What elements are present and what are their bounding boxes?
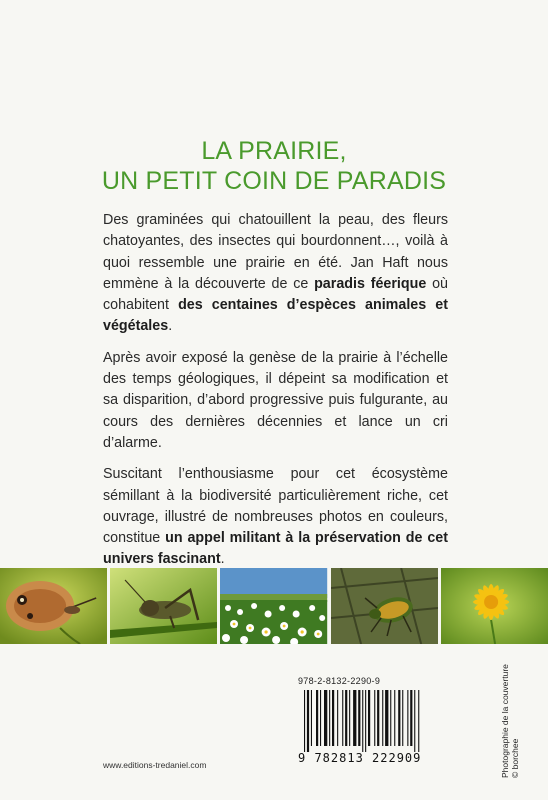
daisy-meadow-photo — [220, 568, 327, 644]
photo-credit — [500, 660, 548, 778]
paragraph-1-text-a: Des graminées qui chatouillent la peau, des fleurs chatoyantes, des insectes qui bourdonnent…, voilà à quoi ressemble une prairie en été. Jan Haft nous emmène à la découverte de ce — [103, 212, 448, 292]
barcode-bar — [320, 690, 321, 746]
barcode-bar — [418, 690, 419, 752]
barcode-bar — [410, 690, 412, 746]
grasshopper-photo — [110, 568, 217, 644]
barcode-bar — [377, 690, 379, 746]
barcode-bar — [304, 690, 305, 752]
barcode-bar — [358, 690, 360, 746]
paragraph-1-bold-a: paradis féerique — [314, 275, 427, 292]
barcode — [298, 690, 446, 752]
book-title — [0, 136, 548, 196]
barcode-bar — [365, 690, 366, 752]
paragraph-3 — [103, 464, 448, 570]
barcode-bar — [311, 690, 312, 746]
title-line-2: UN PETIT COIN DE PARADIS — [101, 167, 447, 195]
barcode-bar — [353, 690, 356, 746]
paragraph-1 — [103, 210, 448, 338]
photo-strip — [0, 568, 548, 644]
barcode-bar — [332, 690, 334, 746]
barcode-bar — [414, 690, 415, 752]
barcode-bar — [374, 690, 375, 746]
paragraph-1-text-c: . — [168, 318, 173, 335]
description — [103, 210, 448, 581]
butterfly-photo — [0, 568, 107, 644]
barcode-bar — [342, 690, 343, 746]
barcode-bar — [385, 690, 388, 746]
barcode-bar — [368, 690, 370, 746]
publisher-website: www.editions-tredaniel.com — [103, 760, 207, 770]
barcode-bar — [324, 690, 327, 746]
barcode-bar — [407, 690, 408, 746]
barcode-bar — [390, 690, 391, 746]
paragraph-3-text-b: . — [220, 551, 225, 568]
barcode-bar — [362, 690, 363, 752]
barcode-bar — [382, 690, 383, 746]
barcode-bar — [394, 690, 395, 746]
isbn-block — [298, 676, 446, 765]
barcode-bar — [316, 690, 318, 746]
barcode-bar — [329, 690, 330, 746]
dandelion-photo — [441, 568, 548, 644]
photo-credit-line-1: Photographie de la couverture — [500, 664, 510, 778]
isbn-number: 978-2-8132-2290-9 — [298, 676, 381, 686]
paragraph-1-bold-b: des centaines d’espèces animales et végétales — [103, 297, 448, 335]
photo-credit-line-2: © borchee — [510, 738, 520, 778]
barcode-digits: 9 782813 222909 — [298, 751, 422, 765]
barcode-bar — [307, 690, 309, 752]
title-line-1: LA PRAIRIE, — [201, 137, 347, 165]
barcode-bar — [398, 690, 400, 746]
barcode-bar — [349, 690, 350, 746]
paragraph-1-text-b: où cohabitent — [103, 275, 449, 314]
beetle-photo — [331, 568, 438, 644]
paragraph-3-bold: un appel militant à la préservation de cet univers fascinant — [103, 530, 448, 568]
barcode-bar — [337, 690, 338, 746]
paragraph-3-text-a: Suscitant l’enthousiasme pour cet écosystème sémillant à la biodiversité particulièrement riche, cet ouvrage, illustré de nombreuses photos en couleurs, constitue — [103, 466, 448, 547]
paragraph-2: Après avoir exposé la genèse de la prairie à l’échelle des temps géologiques, il dépeint sa modification et sa disparition, d’abord progressive puis fulgurante, au cours des dernières décennies et lance un cri d’alarme. — [103, 349, 448, 451]
barcode-bar — [345, 690, 347, 746]
barcode-bar — [402, 690, 403, 746]
